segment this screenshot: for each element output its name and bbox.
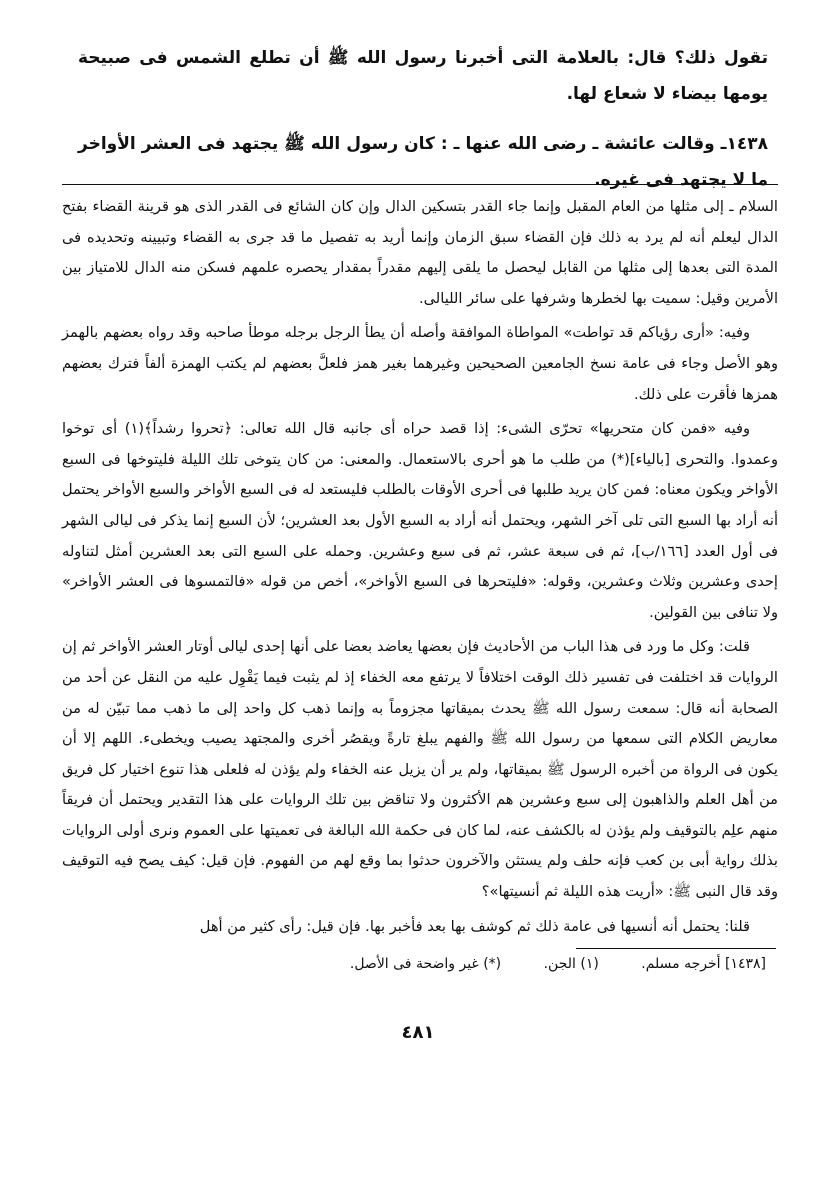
commentary-paragraph: السلام ـ إلى مثلها من العام المقبل وإنما جاء القدر بتسكين الدال وإن كان الشائع فى القدر الذى هو قرينة القضاء بفتح الدال ليعلم أنه لم يرد به ذلك فإن القضاء سبق الزمان وإنما أريد به تفصيل ما قد جرى به القضاء وتبيينه وتحديده فى المدة التى بعدها إلى مثلها من القابل ليحصل ما يلقى إليهم مقدراً بمقدار يحصره علمهم فسكن منه الدال للامتياز بين الأمرين وقيل: سميت بها لخطرها وشرفها على سائر الليالى. xyxy=(62,198,778,307)
commentary-paragraph: وفيه: «أرى رؤياكم قد تواطت» المواطاة الموافقة وأصله أن يطأ الرجل برجله موطأ صاحبه وقد رواه بعضهم بالهمز وهو الأصل وجاء فى عامة نسخ الجامعين الصحيحين وغيرهما بغير همز فلعلَّ بعضهم لم يكتب الهمزة ألفاً فترك بعضهم همزها فأقرت على ذلك. xyxy=(62,324,778,403)
footnote-separator xyxy=(576,948,776,949)
footnote-takhrij: [١٤٣٨] أخرجه مسلم. xyxy=(641,956,766,972)
hadith-text-1438: ـ وقالت عائشة ـ رضى الله عنها ـ : كان رسول الله ﷺ يجتهد فى العشر الأواخر ما لا يجتهد فى غيره. xyxy=(78,134,768,190)
commentary-paragraph: قلنا: يحتمل أنه أنسيها فى عامة ذلك ثم كوشف بها بعد فأخبر بها. فإن قيل: رأى كثير من أهل xyxy=(199,917,750,935)
separator-line xyxy=(62,184,778,185)
footnotes xyxy=(312,956,766,972)
footnote-quran: (١) الجن. xyxy=(543,956,599,972)
commentary-text xyxy=(62,192,778,946)
commentary-paragraph: قلت: وكل ما ورد فى هذا الباب من الأحاديث فإن بعضها يعاضد بعضا على أنها إحدى ليالى أوتار العشر الأواخر ثم إن الروايات قد اختلفت فى تفسير ذلك الوقت اختلافاً لا يرتفع معه الخفاء إذ لم يثبت فيما يَقْوِل عليه من النقل عن أحد من الصحابة أنه قال: سمعت رسول الله ﷺ يحدث بميقاتها مجزوماً به وإنما ذهب كل واحد إلى ما ذهب مما تبيّن له من معاريض الكلام التى سمعها من رسول الله ﷺ والفهم يبلغ تارةً ويقصُر أخرى والمجتهد يصيب ويخطىء. اللهم إلا أن يكون فى الرواة من أخبره الرسول ﷺ بميقاتها، ولم ير أن يزيل عنه الخفاء ولم يؤذن له فلعلى هذا تنوع اختيار كل فريق من أهل العلم والذاهبون إلى سبع وعشرين هم الأكثرون ولا تناقض بين تلك الروايات على هذا التقدير ويحتمل أن فريقاً منهم علِم بالتوقيف ولم يؤذن له بالكشف عنه، لما كان فى حكمة الله البالغة فى تعميتها على العموم ونرى أولى الروايات بذلك رواية أبى بن كعب فإنه حلف ولم يستثن والآخرون حدثوا بما وقع لهم من الفهوم. فإن قيل: كيف يصح فيه التوقيف وقد قال النبى ﷺ: «أريت هذه الليلة ثم أنسيتها»؟ xyxy=(61,638,778,901)
hadith-paragraph-1: تقول ذلك؟ قال: بالعلامة التى أخبرنا رسول الله ﷺ أن تطلع الشمس فى صبيحة يومها بيضاء لا شعاع لها. xyxy=(78,48,768,104)
hadith-text xyxy=(78,40,768,212)
hadith-number: ١٤٣٨ xyxy=(726,134,768,154)
footnote-unclear: (*) غير واضحة فى الأصل. xyxy=(349,956,502,972)
page-number: ٤٨١ xyxy=(401,1022,435,1043)
hadith-paragraph-2 xyxy=(78,126,768,198)
commentary-paragraph: وفيه «فمن كان متحريها» تحرّى الشىء: إذا قصد حراه أى جانبه قال الله تعالى: ﴿تحروا رشداً﴾(١) أى توخوا وعمدوا. والتحرى [بالياء](*) من طلب ما هو أحرى بالاستعمال. والمعنى: من كان يتوخى تلك الليلة فليتوخها فى السبع الأواخر ويكون معناه: فمن كان يريد طلبها فى أحرى الأوقات بالطلب فليستعد له فى السبع الأواخر والسبع الأواخر يحتمل أنه أراد بها السبع التى تلى آخر الشهر، ويحتمل أنه أراد به السبع الأول بعد العشرين؛ لأن السبع إنما يذكر فى ليالى الشهر فى أول العدد [١٦٦/ب]، ثم فى سبعة عشر، ثم فى سبع وعشرين. وحمله على السبع التى بعد العشرين أمثل لتناوله إحدى وعشرين وثلاث وعشرين، وقوله: «فليتحرها فى السبع الأواخر»، أخص من قوله «فالتمسوها فى العشر الأواخر» ولا تنافى بين القولين. xyxy=(62,420,778,621)
